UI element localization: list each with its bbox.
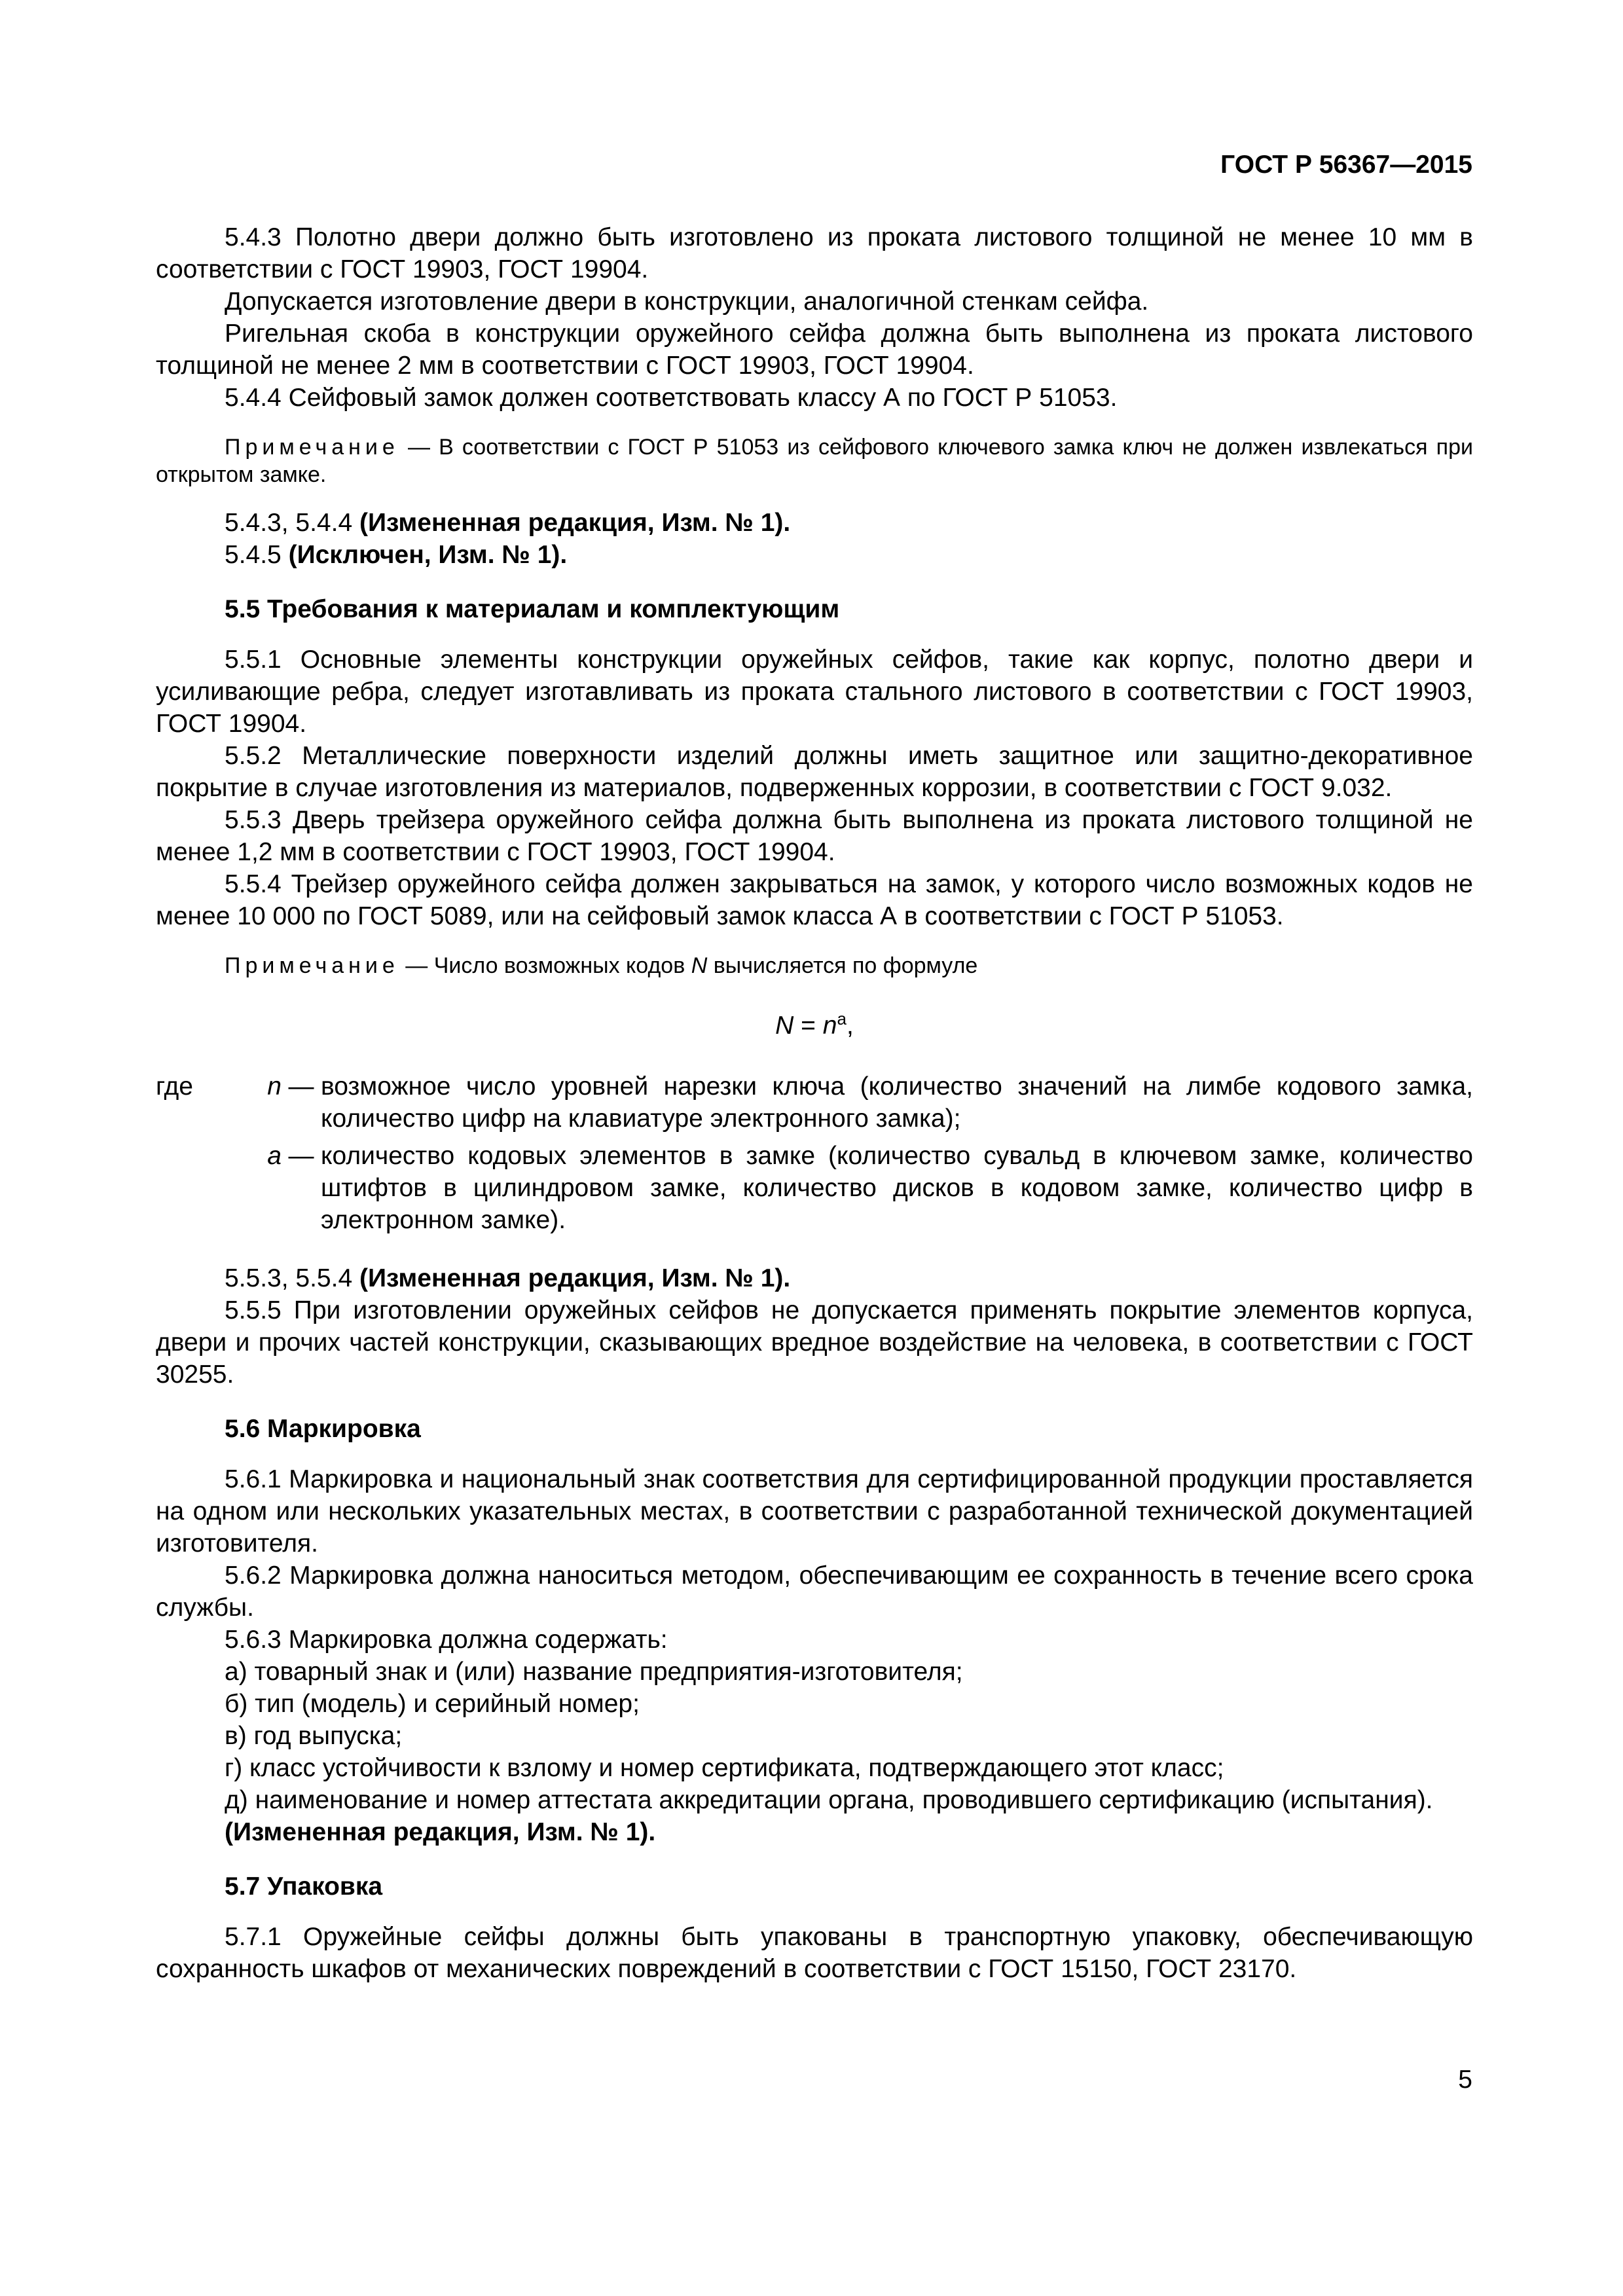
paragraph-5-5-5: 5.5.5 При изготовлении оружейных сейфов не допускается применять покрытие элементов корпуса, двери и прочих частей конструкции, сказывающих вредное воздействие на человека, в соответствии с ГОСТ 30255.	[156, 1296, 1473, 1389]
document-body	[156, 221, 1473, 1985]
definition-n-text: возможное число уровней нарезки ключа (количество значений на лимбе кодового замка, количество цифр на клавиатуре электронного замка);	[321, 1072, 1473, 1133]
definition-a-symbol: a	[267, 1142, 282, 1170]
paragraph-5-6-2: 5.6.2 Маркировка должна наноситься методом, обеспечивающим ее сохранность в течение всего срока службы.	[156, 1561, 1473, 1622]
note-2-label: Примечание	[225, 953, 399, 978]
excluded-5-4-5-prefix: 5.4.5	[225, 541, 289, 569]
formula-tail: ,	[846, 1011, 854, 1040]
definition-n-dash: —	[288, 1072, 314, 1101]
definitions	[156, 1070, 1473, 1236]
amendment-5-5-prefix: 5.5.3, 5.5.4	[225, 1264, 359, 1292]
note-2-variable: N	[691, 953, 708, 978]
list-item-a: а) товарный знак и (или) название предприятия-изготовителя;	[225, 1658, 963, 1686]
note-2-text-a: — Число возможных кодов	[399, 953, 691, 978]
section-5-7-title: 5.7 Упаковка	[225, 1872, 383, 1901]
amendment-5-4-text: (Измененная редакция, Изм. № 1).	[359, 509, 791, 537]
note-1-label: Примечание	[225, 435, 399, 460]
amendment-5-6: (Измененная редакция, Изм. № 1).	[225, 1818, 656, 1846]
paragraph-5-4-4: 5.4.4 Сейфовый замок должен соответствовать классу А по ГОСТ Р 51053.	[225, 384, 1118, 412]
paragraph-5-7-1: 5.7.1 Оружейные сейфы должны быть упакованы в транспортную упаковку, обеспечивающую сохранность шкафов от механических повреждений в соответствии с ГОСТ 15150, ГОСТ 23170.	[156, 1923, 1473, 1983]
note-2-text-b: вычисляется по формуле	[707, 953, 978, 978]
paragraph-5-5-2: 5.5.2 Металлические поверхности изделий должны иметь защитное или защитно-декоративное покрытие в случае изготовления из материалов, подверженных коррозии, в соответствии с ГОСТ 9.032.	[156, 742, 1473, 802]
note-2	[156, 952, 1473, 979]
excluded-5-4-5-text: (Исключен, Изм. № 1).	[288, 541, 568, 569]
paragraph-5-6-3: 5.6.3 Маркировка должна содержать:	[225, 1626, 668, 1654]
amendment-5-4	[156, 507, 1473, 539]
note-1-text: — В соответствии с ГОСТ Р 51053 из сейфового ключевого замка ключ не должен извлекаться при открытом замке.	[156, 435, 1473, 487]
note-1	[156, 433, 1473, 488]
definitions-where: где	[156, 1072, 193, 1101]
formula-lhs: N	[775, 1011, 794, 1040]
list-item-d: д) наименование и номер аттестата аккредитации органа, проводившего сертификацию (испытания).	[225, 1786, 1433, 1814]
excluded-5-4-5	[156, 539, 1473, 571]
paragraph-5-6-1: 5.6.1 Маркировка и национальный знак соответствия для сертифицированной продукции проставляется на одном или нескольких указательных местах, в соответствии с разработанной технической документацией изготовителя.	[156, 1465, 1473, 1558]
section-5-5-title: 5.5 Требования к материалам и комплектующим	[225, 595, 840, 623]
amendment-5-4-prefix: 5.4.3, 5.4.4	[225, 509, 359, 537]
definition-a-dash: —	[288, 1142, 314, 1170]
formula-equals: =	[793, 1011, 823, 1040]
list-item-g: г) класс устойчивости к взлому и номер сертификата, подтверждающего этот класс;	[225, 1754, 1224, 1782]
formula-exponent: a	[837, 1009, 847, 1029]
paragraph-5-4-3: 5.4.3 Полотно двери должно быть изготовлено из проката листового толщиной не менее 10 мм в соответствии с ГОСТ 19903, ГОСТ 19904.	[156, 223, 1473, 283]
amendment-5-5	[156, 1262, 1473, 1294]
section-5-6-title: 5.6 Маркировка	[225, 1415, 421, 1443]
page-number: 5	[1458, 2066, 1472, 2094]
amendment-5-5-text: (Измененная редакция, Изм. № 1).	[359, 1264, 791, 1292]
definition-n-symbol: n	[267, 1072, 282, 1101]
definitions-spacer	[156, 1140, 234, 1236]
definition-a	[156, 1140, 1473, 1236]
paragraph-5-4-3-door: Допускается изготовление двери в конструкции, аналогичной стенкам сейфа.	[225, 287, 1149, 316]
formula-base: n	[822, 1011, 837, 1040]
definition-n	[156, 1070, 1473, 1135]
paragraph-5-4-3-bracket: Ригельная скоба в конструкции оружейного сейфа должна быть выполнена из проката листового толщиной не менее 2 мм в соответствии с ГОСТ 19903, ГОСТ 19904.	[156, 319, 1473, 380]
document-header: ГОСТ Р 56367—2015	[1220, 151, 1472, 179]
paragraph-5-5-1: 5.5.1 Основные элементы конструкции оружейных сейфов, такие как корпус, полотно двери и усиливающие ребра, следует изготавливать из проката стального листового в соответствии с ГОСТ 19903, ГОСТ 19904.	[156, 646, 1473, 738]
definition-a-text: количество кодовых элементов в замке (количество сувальд в ключевом замке, количество штифтов в цилиндровом замке, количество дисков в кодовом замке, количество цифр в электронном замке).	[321, 1142, 1473, 1234]
paragraph-5-5-3: 5.5.3 Дверь трейзера оружейного сейфа должна быть выполнена из проката листового толщиной не менее 1,2 мм в соответствии с ГОСТ 19903, ГОСТ 19904.	[156, 806, 1473, 866]
list-item-v: в) год выпуска;	[225, 1722, 403, 1750]
list-item-b: б) тип (модель) и серийный номер;	[225, 1690, 640, 1718]
paragraph-5-5-4: 5.5.4 Трейзер оружейного сейфа должен закрываться на замок, у которого число возможных кодов не менее 10 000 по ГОСТ 5089, или на сейфовый замок класса А в соответствии с ГОСТ Р 51053.	[156, 870, 1473, 930]
formula	[156, 1003, 1473, 1042]
